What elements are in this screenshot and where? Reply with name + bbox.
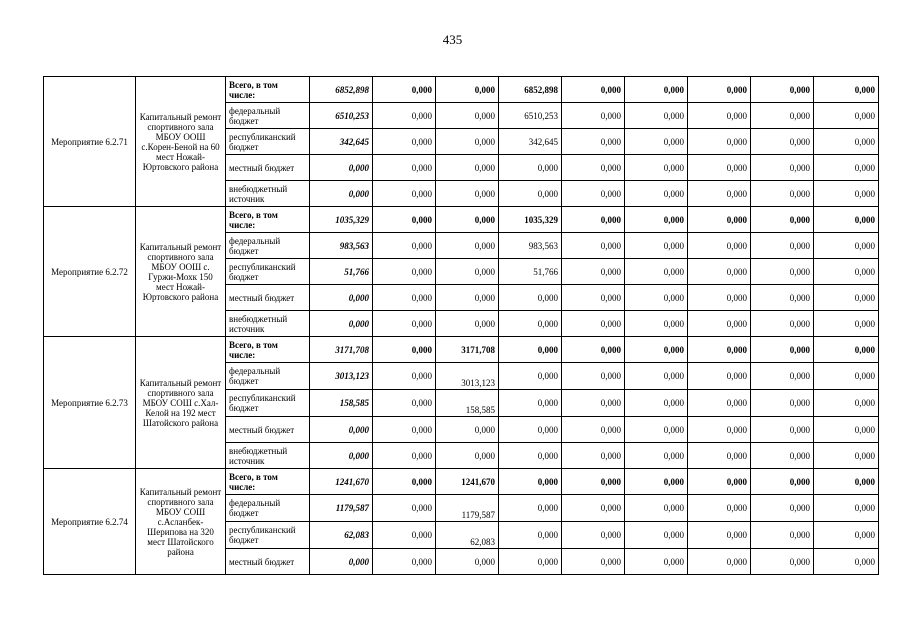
amount-cell: 0,000 xyxy=(373,522,436,549)
amount-cell: 62,083 xyxy=(436,522,499,549)
amount-cell: 0,000 xyxy=(562,285,625,311)
funding-source-cell: Всего, в том числе: xyxy=(226,77,310,103)
event-name-cell: Капитальный ремонт спортивного зала МБОУ ООШ с. Гуржи-Мохк 150 мест Ножай-Юртовского района xyxy=(136,207,226,337)
amount-cell: 0,000 xyxy=(625,77,688,103)
event-name-cell: Капитальный ремонт спортивного зала МБОУ СОШ с.Асланбек-Шерипова на 320 мест Шатойского района xyxy=(136,469,226,575)
funding-source-cell: республиканский бюджет xyxy=(226,390,310,417)
amount-cell: 1179,587 xyxy=(436,495,499,522)
amount-cell: 0,000 xyxy=(310,443,373,469)
amount-cell: 0,000 xyxy=(562,129,625,155)
amount-cell: 0,000 xyxy=(625,233,688,259)
amount-cell: 0,000 xyxy=(373,443,436,469)
amount-cell: 0,000 xyxy=(625,495,688,522)
amount-cell: 0,000 xyxy=(751,522,814,549)
amount-cell: 0,000 xyxy=(688,207,751,233)
amount-cell: 0,000 xyxy=(625,469,688,495)
amount-cell: 0,000 xyxy=(814,522,879,549)
amount-cell: 0,000 xyxy=(814,311,879,337)
amount-cell: 0,000 xyxy=(688,259,751,285)
table-row xyxy=(44,337,879,363)
amount-cell: 0,000 xyxy=(310,285,373,311)
amount-cell: 0,000 xyxy=(436,181,499,207)
funding-source-cell: федеральный бюджет xyxy=(226,233,310,259)
funding-source-cell: республиканский бюджет xyxy=(226,522,310,549)
amount-cell: 0,000 xyxy=(688,181,751,207)
amount-cell: 0,000 xyxy=(373,233,436,259)
amount-cell: 0,000 xyxy=(562,337,625,363)
amount-cell: 0,000 xyxy=(688,311,751,337)
table-row xyxy=(44,77,879,103)
funding-source-cell: федеральный бюджет xyxy=(226,103,310,129)
amount-cell: 0,000 xyxy=(562,259,625,285)
amount-cell: 0,000 xyxy=(814,181,879,207)
amount-cell: 0,000 xyxy=(310,155,373,181)
amount-cell: 0,000 xyxy=(373,259,436,285)
amount-cell: 342,645 xyxy=(310,129,373,155)
amount-cell: 0,000 xyxy=(751,390,814,417)
amount-cell: 0,000 xyxy=(562,311,625,337)
amount-cell: 0,000 xyxy=(562,207,625,233)
amount-cell: 0,000 xyxy=(814,77,879,103)
amount-cell: 0,000 xyxy=(562,522,625,549)
amount-cell: 0,000 xyxy=(436,549,499,575)
amount-cell: 0,000 xyxy=(562,181,625,207)
amount-cell: 0,000 xyxy=(499,549,562,575)
amount-cell: 0,000 xyxy=(688,129,751,155)
amount-cell: 0,000 xyxy=(688,390,751,417)
amount-cell: 0,000 xyxy=(562,103,625,129)
amount-cell: 0,000 xyxy=(373,417,436,443)
event-id-cell: Мероприятие 6.2.71 xyxy=(44,77,136,207)
amount-cell: 0,000 xyxy=(562,549,625,575)
amount-cell: 0,000 xyxy=(499,285,562,311)
amount-cell: 6510,253 xyxy=(310,103,373,129)
amount-cell: 0,000 xyxy=(436,207,499,233)
amount-cell: 0,000 xyxy=(751,285,814,311)
amount-cell: 0,000 xyxy=(373,469,436,495)
amount-cell: 0,000 xyxy=(310,549,373,575)
amount-cell: 0,000 xyxy=(625,259,688,285)
amount-cell: 0,000 xyxy=(814,363,879,390)
amount-cell: 158,585 xyxy=(310,390,373,417)
amount-cell: 0,000 xyxy=(625,363,688,390)
amount-cell: 0,000 xyxy=(373,103,436,129)
funding-source-cell: местный бюджет xyxy=(226,549,310,575)
amount-cell: 0,000 xyxy=(373,285,436,311)
amount-cell: 0,000 xyxy=(499,311,562,337)
funding-source-cell: внебюджетный источник xyxy=(226,311,310,337)
amount-cell: 0,000 xyxy=(751,207,814,233)
amount-cell: 0,000 xyxy=(499,469,562,495)
amount-cell: 6510,253 xyxy=(499,103,562,129)
amount-cell: 51,766 xyxy=(499,259,562,285)
amount-cell: 0,000 xyxy=(625,337,688,363)
page-number: 435 xyxy=(442,32,463,47)
amount-cell: 0,000 xyxy=(373,495,436,522)
amount-cell: 0,000 xyxy=(625,129,688,155)
amount-cell: 0,000 xyxy=(562,443,625,469)
amount-cell: 983,563 xyxy=(310,233,373,259)
funding-source-cell: Всего, в том числе: xyxy=(226,207,310,233)
amount-cell: 0,000 xyxy=(814,495,879,522)
amount-cell: 0,000 xyxy=(625,549,688,575)
amount-cell: 0,000 xyxy=(562,233,625,259)
amount-cell: 0,000 xyxy=(814,285,879,311)
funding-source-cell: федеральный бюджет xyxy=(226,495,310,522)
amount-cell: 0,000 xyxy=(688,363,751,390)
amount-cell: 0,000 xyxy=(436,129,499,155)
amount-cell: 1179,587 xyxy=(310,495,373,522)
amount-cell: 0,000 xyxy=(436,77,499,103)
funding-source-cell: внебюджетный источник xyxy=(226,443,310,469)
amount-cell: 1035,329 xyxy=(310,207,373,233)
amount-cell: 0,000 xyxy=(562,469,625,495)
amount-cell: 0,000 xyxy=(562,390,625,417)
amount-cell: 0,000 xyxy=(310,181,373,207)
amount-cell: 0,000 xyxy=(373,181,436,207)
amount-cell: 0,000 xyxy=(814,549,879,575)
amount-cell: 0,000 xyxy=(688,443,751,469)
amount-cell: 0,000 xyxy=(688,233,751,259)
amount-cell: 0,000 xyxy=(625,390,688,417)
amount-cell: 1241,670 xyxy=(310,469,373,495)
amount-cell: 3171,708 xyxy=(310,337,373,363)
amount-cell: 1035,329 xyxy=(499,207,562,233)
funding-source-cell: местный бюджет xyxy=(226,155,310,181)
amount-cell: 0,000 xyxy=(688,522,751,549)
amount-cell: 1241,670 xyxy=(436,469,499,495)
amount-cell: 0,000 xyxy=(625,181,688,207)
amount-cell: 0,000 xyxy=(436,259,499,285)
amount-cell: 0,000 xyxy=(499,417,562,443)
amount-cell: 0,000 xyxy=(562,363,625,390)
amount-cell: 0,000 xyxy=(310,311,373,337)
amount-cell: 51,766 xyxy=(310,259,373,285)
amount-cell: 0,000 xyxy=(436,285,499,311)
amount-cell: 0,000 xyxy=(562,155,625,181)
table-row xyxy=(44,469,879,495)
amount-cell: 0,000 xyxy=(499,495,562,522)
amount-cell: 0,000 xyxy=(499,443,562,469)
amount-cell: 0,000 xyxy=(499,390,562,417)
table-row xyxy=(44,207,879,233)
amount-cell: 0,000 xyxy=(436,233,499,259)
amount-cell: 0,000 xyxy=(625,417,688,443)
funding-source-cell: республиканский бюджет xyxy=(226,129,310,155)
amount-cell: 0,000 xyxy=(751,443,814,469)
amount-cell: 0,000 xyxy=(814,390,879,417)
amount-cell: 0,000 xyxy=(751,311,814,337)
amount-cell: 0,000 xyxy=(562,495,625,522)
amount-cell: 0,000 xyxy=(562,77,625,103)
amount-cell: 0,000 xyxy=(751,129,814,155)
amount-cell: 0,000 xyxy=(814,443,879,469)
amount-cell: 0,000 xyxy=(625,103,688,129)
amount-cell: 0,000 xyxy=(814,469,879,495)
amount-cell: 0,000 xyxy=(625,311,688,337)
amount-cell: 0,000 xyxy=(814,337,879,363)
funding-source-cell: Всего, в том числе: xyxy=(226,337,310,363)
event-name-cell: Капитальный ремонт спортивного зала МБОУ ООШ с.Корен-Беной на 60 мест Ножай-Юртовского района xyxy=(136,77,226,207)
amount-cell: 0,000 xyxy=(814,207,879,233)
amount-cell: 0,000 xyxy=(751,363,814,390)
amount-cell: 3013,123 xyxy=(436,363,499,390)
amount-cell: 0,000 xyxy=(688,103,751,129)
amount-cell: 342,645 xyxy=(499,129,562,155)
amount-cell: 0,000 xyxy=(436,417,499,443)
amount-cell: 983,563 xyxy=(499,233,562,259)
amount-cell: 0,000 xyxy=(373,207,436,233)
amount-cell: 0,000 xyxy=(436,443,499,469)
event-id-cell: Мероприятие 6.2.73 xyxy=(44,337,136,469)
amount-cell: 0,000 xyxy=(310,417,373,443)
amount-cell: 0,000 xyxy=(373,390,436,417)
amount-cell: 6852,898 xyxy=(499,77,562,103)
amount-cell: 0,000 xyxy=(751,469,814,495)
amount-cell: 6852,898 xyxy=(310,77,373,103)
amount-cell: 0,000 xyxy=(751,77,814,103)
amount-cell: 0,000 xyxy=(814,155,879,181)
amount-cell: 0,000 xyxy=(751,337,814,363)
amount-cell: 0,000 xyxy=(814,259,879,285)
amount-cell: 0,000 xyxy=(751,181,814,207)
amount-cell: 0,000 xyxy=(688,469,751,495)
amount-cell: 0,000 xyxy=(373,549,436,575)
amount-cell: 3171,708 xyxy=(436,337,499,363)
amount-cell: 0,000 xyxy=(688,337,751,363)
amount-cell: 0,000 xyxy=(625,155,688,181)
amount-cell: 0,000 xyxy=(751,155,814,181)
amount-cell: 0,000 xyxy=(688,549,751,575)
amount-cell: 0,000 xyxy=(373,311,436,337)
amount-cell: 0,000 xyxy=(373,337,436,363)
amount-cell: 62,083 xyxy=(310,522,373,549)
amount-cell: 0,000 xyxy=(688,77,751,103)
amount-cell: 0,000 xyxy=(499,522,562,549)
amount-cell: 0,000 xyxy=(625,443,688,469)
amount-cell: 0,000 xyxy=(688,285,751,311)
funding-source-cell: Всего, в том числе: xyxy=(226,469,310,495)
amount-cell: 0,000 xyxy=(562,417,625,443)
amount-cell: 0,000 xyxy=(688,155,751,181)
funding-source-cell: федеральный бюджет xyxy=(226,363,310,390)
amount-cell: 0,000 xyxy=(751,549,814,575)
amount-cell: 0,000 xyxy=(499,155,562,181)
amount-cell: 0,000 xyxy=(499,363,562,390)
amount-cell: 0,000 xyxy=(814,417,879,443)
event-id-cell: Мероприятие 6.2.74 xyxy=(44,469,136,575)
funding-source-cell: республиканский бюджет xyxy=(226,259,310,285)
amount-cell: 0,000 xyxy=(751,103,814,129)
amount-cell: 0,000 xyxy=(751,233,814,259)
amount-cell: 0,000 xyxy=(751,495,814,522)
amount-cell: 3013,123 xyxy=(310,363,373,390)
amount-cell: 0,000 xyxy=(436,311,499,337)
amount-cell: 0,000 xyxy=(373,129,436,155)
amount-cell: 0,000 xyxy=(625,207,688,233)
amount-cell: 0,000 xyxy=(814,129,879,155)
amount-cell: 0,000 xyxy=(436,155,499,181)
amount-cell: 0,000 xyxy=(688,495,751,522)
amount-cell: 158,585 xyxy=(436,390,499,417)
amount-cell: 0,000 xyxy=(688,417,751,443)
amount-cell: 0,000 xyxy=(625,522,688,549)
funding-source-cell: местный бюджет xyxy=(226,417,310,443)
amount-cell: 0,000 xyxy=(814,233,879,259)
event-name-cell: Капитальный ремонт спортивного зала МБОУ СОШ с.Хал-Келой на 192 мест Шатойского района xyxy=(136,337,226,469)
amount-cell: 0,000 xyxy=(499,181,562,207)
amount-cell: 0,000 xyxy=(751,417,814,443)
amount-cell: 0,000 xyxy=(373,155,436,181)
amount-cell: 0,000 xyxy=(751,259,814,285)
funding-source-cell: местный бюджет xyxy=(226,285,310,311)
amount-cell: 0,000 xyxy=(373,363,436,390)
amount-cell: 0,000 xyxy=(625,285,688,311)
funding-source-cell: внебюджетный источник xyxy=(226,181,310,207)
event-id-cell: Мероприятие 6.2.72 xyxy=(44,207,136,337)
amount-cell: 0,000 xyxy=(436,103,499,129)
amount-cell: 0,000 xyxy=(373,77,436,103)
amount-cell: 0,000 xyxy=(499,337,562,363)
amount-cell: 0,000 xyxy=(814,103,879,129)
budget-table xyxy=(43,76,879,575)
